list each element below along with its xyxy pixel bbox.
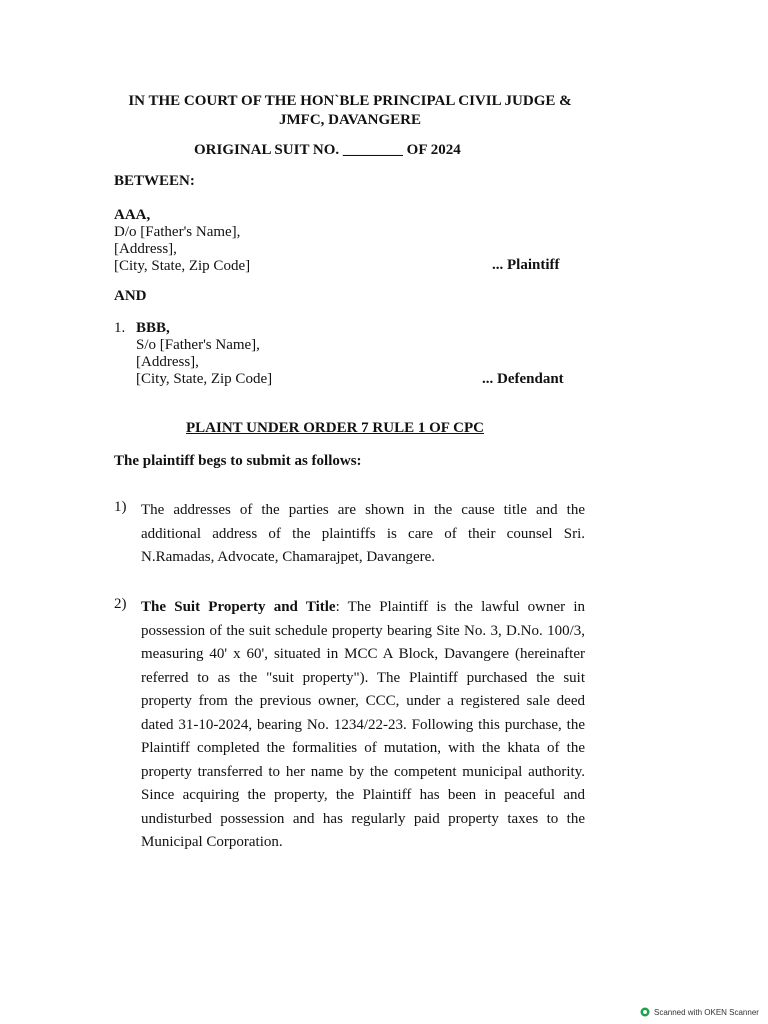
plaint-heading: PLAINT UNDER ORDER 7 RULE 1 OF CPC	[186, 420, 484, 436]
paragraph-text: : The Plaintiff is the lawful owner in possession of the suit schedule property bearing Site No. 3, D.No. 100/3, measuring 40' x 60', situated in MCC A Block, Davangere (hereinafter referred to as the "suit property"). The Plaintiff purchased the suit property from the previous owner, CCC, under a registered sale deed dated 31-10-2024, bearing No. 1234/22-23. Following this purchase, the Plaintiff completed the formalities of mutation, with the khata of the property transferred to her name by the competent municipal authority. Since acquiring the property, the Plaintiff has been in peaceful and undisturbed possession and has regularly paid property taxes to the Municipal Corporation.	[141, 599, 585, 850]
defendant-number: 1.	[114, 320, 126, 336]
defendant-city: [City, State, Zip Code]	[136, 371, 273, 387]
paragraph-number: 1)	[114, 499, 127, 515]
scanner-watermark	[640, 1007, 759, 1017]
scanner-logo-icon	[640, 1007, 650, 1017]
plaintiff-address: [Address],	[114, 241, 177, 257]
paragraph-heading: The Suit Property and Title	[141, 599, 336, 615]
intro-text: The plaintiff begs to submit as follows:	[114, 453, 362, 469]
defendant-role: ... Defendant	[482, 371, 564, 387]
paragraph-text: The addresses of the parties are shown in the cause title and the additional address of the plaintiffs is care of their counsel Sri. N.Ramadas, Advocate, Chamarajpet, Davangere.	[141, 502, 585, 565]
defendant-name: BBB,	[136, 320, 170, 336]
scanner-text: Scanned with OKEN Scanner	[654, 1007, 759, 1017]
plaintiff-relation: D/o [Father's Name],	[114, 224, 241, 240]
paragraph-body	[141, 596, 585, 855]
defendant-relation: S/o [Father's Name],	[136, 337, 260, 353]
plaintiff-role: ... Plaintiff	[492, 257, 560, 273]
paragraph-number: 2)	[114, 596, 127, 612]
between-label: BETWEEN:	[114, 173, 195, 189]
defendant-address: [Address],	[136, 354, 199, 370]
court-title: IN THE COURT OF THE HON`BLE PRINCIPAL CIVIL JUDGE & JMFC, DAVANGERE	[128, 93, 572, 128]
plaintiff-city: [City, State, Zip Code]	[114, 258, 251, 274]
and-label: AND	[114, 288, 147, 304]
plaintiff-name: AAA,	[114, 207, 151, 223]
suit-number: ORIGINAL SUIT NO. ________ OF 2024	[194, 142, 461, 158]
